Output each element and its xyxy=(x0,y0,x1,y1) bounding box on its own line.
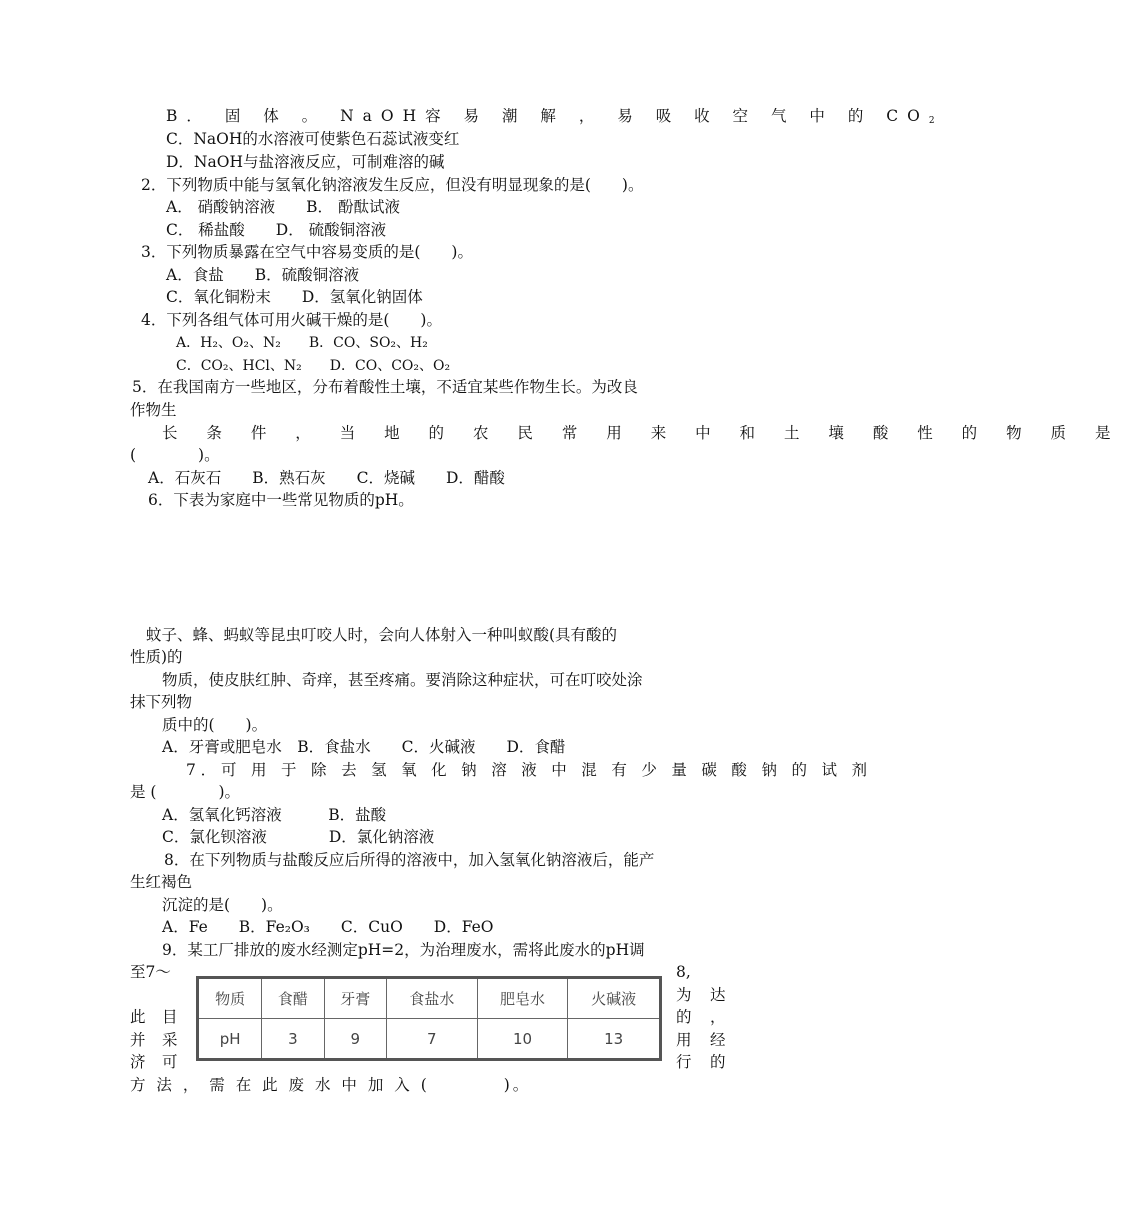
ph-table-value-cell: 10 xyxy=(477,1019,568,1060)
ph-table-row-label: pH xyxy=(198,1019,262,1060)
q9-stem-left-5a: 济 xyxy=(130,1053,146,1071)
ph-table-header-cell: 食盐水 xyxy=(386,978,477,1019)
q8-options: A．Fe B．Fe₂O₃ C．CuO D．FeO xyxy=(162,918,494,936)
ph-table-header-cell: 物质 xyxy=(198,978,262,1019)
q6-options: A．牙膏或肥皂水 B．食盐水 C．火碱液 D．食醋 xyxy=(162,738,566,756)
ph-table-header-row xyxy=(198,978,661,1019)
q9-stem-left-4b: 采 xyxy=(162,1031,178,1049)
q9-stem-right-2b: 达 xyxy=(710,986,726,1004)
q6-stem-line2: 性质)的 xyxy=(130,648,183,666)
q8-stem-line2: 生红褐色 xyxy=(130,873,193,891)
q6-stem-line4: 抹下列物 xyxy=(130,693,193,711)
ph-table-header-cell: 牙膏 xyxy=(324,978,386,1019)
q9-stem-right-2a: 为 xyxy=(676,986,692,1004)
ph-table-value-cell: 13 xyxy=(568,1019,661,1060)
q2-options-ab: A． 硝酸钠溶液 B． 酚酞试液 xyxy=(166,198,400,216)
q5-options: A．石灰石 B．熟石灰 C．烧碱 D．醋酸 xyxy=(148,469,505,487)
q9-stem-left-3a: 此 xyxy=(130,1008,146,1026)
q3-options-cd: C．氧化铜粉末 D．氢氧化钠固体 xyxy=(166,288,423,306)
q7-stem-line2: 是 ( )。 xyxy=(130,783,241,801)
q9-stem-last: 方 法 ， 需 在 此 废 水 中 加 入 ( )。 xyxy=(130,1076,532,1094)
q9-stem-right-1: 8, xyxy=(676,963,691,981)
q7-stem-line1: 7．可 用 于 除 去 氢 氧 化 钠 溶 液 中 混 有 少 量 碳 酸 钠 的 试 剂 xyxy=(186,761,872,779)
q7-options-cd: C．氯化钡溶液 D．氯化钠溶液 xyxy=(162,828,435,846)
ph-table xyxy=(196,976,662,1061)
q1-option-d: D．NaOH与盐溶液反应，可制难溶的碱 xyxy=(166,153,445,171)
q9-stem-right-3b: ， xyxy=(710,1008,726,1026)
q1-option-c: C．NaOH的水溶液可使紫色石蕊试液变红 xyxy=(166,130,460,148)
ph-table-header-cell: 肥皂水 xyxy=(477,978,568,1019)
ph-table-value-row xyxy=(198,1019,661,1060)
q9-stem-right-5a: 行 xyxy=(676,1053,692,1071)
ph-table-header-cell: 食醋 xyxy=(262,978,324,1019)
q6-stem-line5: 质中的( )。 xyxy=(162,716,268,734)
q4-options-ab: A．H₂、O₂、N₂ B．CO、SO₂、H₂ xyxy=(176,335,428,351)
q3-stem: 3．下列物质暴露在空气中容易变质的是( )。 xyxy=(141,243,473,261)
q2-stem: 2．下列物质中能与氢氧化钠溶液发生反应，但没有明显现象的是( )。 xyxy=(141,176,644,194)
q4-options-cd: C．CO₂、HCl、N₂ D．CO、CO₂、O₂ xyxy=(176,358,451,374)
q5-stem-line1: 5．在我国南方一些地区，分布着酸性土壤，不适宜某些作物生长。为改良 xyxy=(132,378,638,396)
q5-answer-blank: ( )。 xyxy=(130,446,220,464)
q9-stem-left-5b: 可 xyxy=(162,1053,178,1071)
ph-table-value-cell: 7 xyxy=(386,1019,477,1060)
q9-stem-line1: 9．某工厂排放的废水经测定pH=2，为治理废水，需将此废水的pH调 xyxy=(162,941,645,959)
q8-stem-line3: 沉淀的是( )。 xyxy=(162,896,283,914)
ph-table-value-cell: 3 xyxy=(262,1019,324,1060)
q2-options-cd: C． 稀盐酸 D． 硫酸铜溶液 xyxy=(166,221,387,239)
q9-stem-right-5b: 的 xyxy=(710,1053,726,1071)
q9-stem-left-3b: 目 xyxy=(162,1008,178,1026)
ph-table-value-cell: 9 xyxy=(324,1019,386,1060)
q5-stem-line2: 作物生 xyxy=(130,401,177,419)
q9-stem-right-4b: 经 xyxy=(710,1031,726,1049)
q9-stem-left-4a: 并 xyxy=(130,1031,146,1049)
q5-stem-line3: 长 条 件 ， 当 地 的 农 民 常 用 来 中 和 土 壤 酸 性 的 物 质 是 xyxy=(162,424,1122,442)
q4-stem: 4．下列各组气体可用火碱干燥的是( )。 xyxy=(141,311,442,329)
q9-stem-right-4a: 用 xyxy=(676,1031,692,1049)
q9-stem-right-3a: 的 xyxy=(676,1008,692,1026)
q8-stem-line1: 8．在下列物质与盐酸反应后所得的溶液中，加入氢氧化钠溶液后，能产 xyxy=(164,851,655,869)
q1-option-b: B． 固 体 。 NaOH容 易 潮 解 ， 易 吸 收 空 气 中 的 $CO_2$ xyxy=(166,107,944,126)
q3-options-ab: A．食盐 B．硫酸铜溶液 xyxy=(166,266,360,284)
q7-options-ab: A．氢氧化钙溶液 B．盐酸 xyxy=(162,806,387,824)
ph-table-header-cell: 火碱液 xyxy=(568,978,661,1019)
q6-stem-line3: 物质，使皮肤红肿、奇痒，甚至疼痛。要消除这种症状，可在叮咬处涂 xyxy=(162,671,643,689)
q9-stem-left-1: 至7～ xyxy=(130,963,171,981)
q6-stem-line1: 蚊子、蜂、蚂蚁等昆虫叮咬人时，会向人体射入一种叫蚁酸(具有酸的 xyxy=(146,626,618,644)
q6-intro: 6．下表为家庭中一些常见物质的pH。 xyxy=(148,491,414,509)
